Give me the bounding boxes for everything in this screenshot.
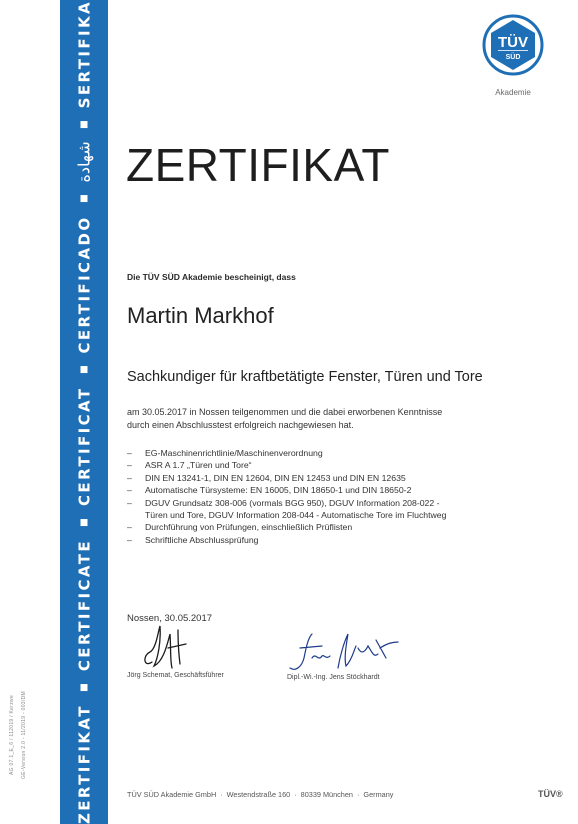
list-item-text: DIN EN 13241-1, DIN EN 12604, DIN EN 12453 und DIN EN 12635 — [145, 472, 406, 483]
list-marker: – — [127, 448, 132, 458]
list-marker: – — [127, 522, 132, 533]
logo-mark: TÜV — [498, 34, 528, 51]
side-code-2: GE-Version 2.0 - 11/2019 - 003/DM — [21, 691, 27, 779]
certificate-title: ZERTIFIKAT — [126, 139, 390, 191]
list-item-text: Automatische Türsysteme: EN 16005, DIN 18650-1 und DIN 18650-2 — [145, 485, 412, 496]
list-marker: – — [127, 534, 132, 545]
band-separator — [81, 519, 88, 526]
recipient-name: Martin Markhof — [127, 303, 274, 328]
footer-country: Germany — [363, 790, 394, 799]
body-line: durch einen Abschlusstest erfolgreich nachgewiesen hat. — [127, 420, 354, 430]
list-marker: – — [127, 497, 132, 508]
signer-right: Dipl.-Wi.-Ing. Jens Stöckhardt — [287, 674, 380, 681]
footer-separator: · — [356, 790, 360, 799]
list-item — [127, 497, 557, 522]
band-separator — [81, 684, 88, 691]
band-word-zertifikat: ZERTIFIKAT — [75, 704, 94, 824]
list-item-text: ASR A 1.7 „Türen und Tore“ — [145, 460, 252, 471]
band-separator — [81, 121, 88, 128]
list-item-text: Durchführung von Prüfungen, einschließlich Prüflisten — [145, 522, 353, 533]
list-item-text: DGUV Grundsatz 308-006 (vormals BGG 950), DGUV Information 208-022 - — [145, 497, 440, 508]
language-band — [60, 0, 108, 824]
list-marker: – — [127, 460, 132, 471]
band-word-arabic: شهادة — [74, 141, 94, 183]
band-word-sertifika: SERTIFIKA — [75, 0, 94, 109]
footer-separator: · — [220, 790, 223, 799]
place-and-date: Nossen, 30.05.2017 — [127, 613, 213, 624]
band-separator — [81, 367, 88, 374]
signature-right — [282, 628, 402, 676]
band-word-certificado: CERTIFICADO — [75, 215, 94, 354]
list-item — [127, 447, 557, 459]
side-code-1: AG 07.1_E_6 / 112019 / Kerzwe — [9, 694, 15, 776]
list-marker: – — [127, 485, 132, 496]
footer-logo: TÜV® — [538, 789, 563, 799]
footer-separator: · — [294, 790, 297, 799]
signature-left — [138, 622, 198, 674]
footer-city: 80339 München — [300, 790, 353, 799]
list-item-continuation: Türen und Tore, DGUV Information 208-044 - Automatische Tore im Fluchtweg — [145, 510, 447, 521]
intro-text: Die TÜV SÜD Akademie bescheinigt, dass — [127, 272, 296, 282]
footer-street: Westendstraße 160 — [226, 790, 291, 799]
band-word-certificate: CERTIFICATE — [75, 538, 94, 672]
list-marker: – — [127, 472, 132, 483]
logo-caption: Akademie — [495, 88, 531, 97]
logo-sub-mark: SÜD — [505, 54, 521, 61]
footer-address — [127, 790, 393, 799]
band-word-certificat: CERTIFICAT — [75, 386, 94, 506]
body-text — [127, 406, 527, 432]
band-text — [75, 0, 94, 824]
footer-company: TÜV SÜD Akademie GmbH — [127, 790, 217, 799]
body-line: am 30.05.2017 in Nossen teilgenommen und die dabei erworbenen Kenntnisse — [127, 407, 443, 417]
list-item — [127, 534, 557, 546]
list-item — [127, 472, 557, 484]
list-item-text: EG-Maschinenrichtlinie/Maschinenverordnung — [145, 448, 323, 458]
list-item — [127, 521, 557, 533]
band-separator — [81, 196, 88, 203]
topic-list — [127, 447, 557, 546]
tuv-sud-logo — [482, 14, 544, 76]
list-item — [127, 484, 557, 496]
certificate-subject: Sachkundiger für kraftbetätigte Fenster, Türen und Tore — [127, 369, 483, 385]
signer-left: Jörg Schemat, Geschäftsführer — [127, 672, 224, 679]
list-item-text: Schriftliche Abschlussprüfung — [145, 534, 259, 545]
list-item — [127, 459, 557, 471]
